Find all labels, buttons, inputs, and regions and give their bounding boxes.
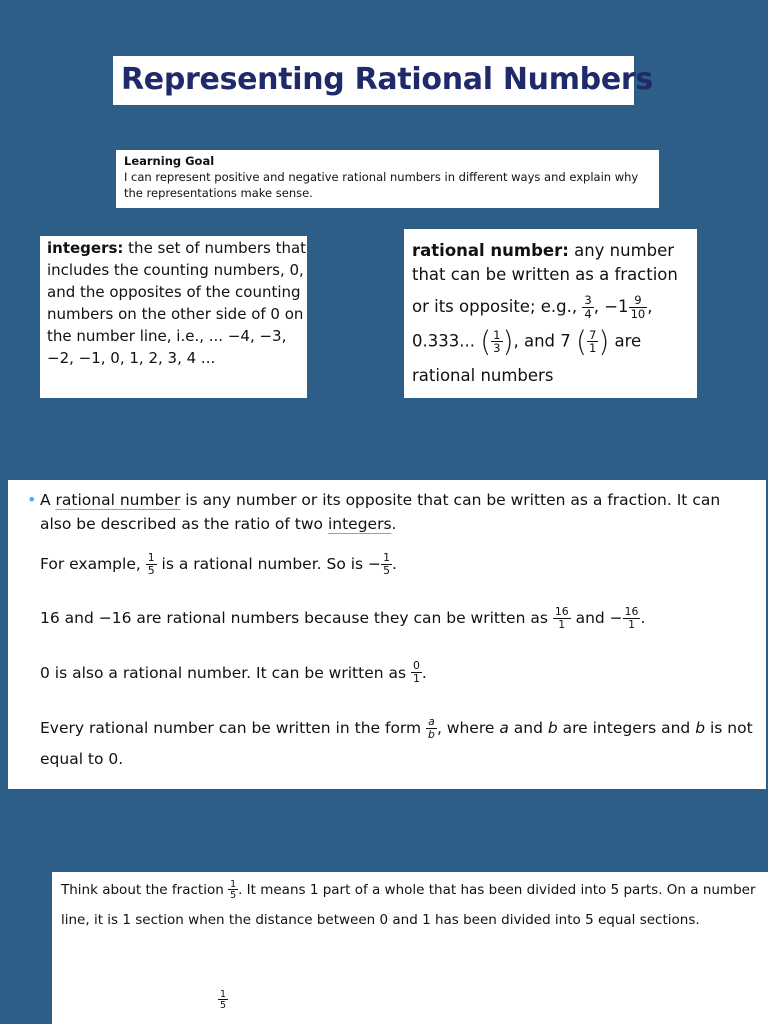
paragraph-zero: [40, 661, 756, 685]
right-paren: ): [502, 325, 514, 359]
fraction-1-3: [491, 327, 502, 356]
p5-d: are integers and: [557, 719, 696, 738]
p1-a: A: [40, 491, 56, 509]
rational-def-line-2: that can be written as a fraction: [412, 265, 678, 284]
frac-num: 9: [629, 295, 648, 308]
rational-explanation-box: [8, 480, 766, 789]
frac-den: 4: [584, 306, 592, 321]
frac-num: a: [426, 717, 437, 729]
learning-goal-text: I can represent positive and negative rational numbers in different ways and explain why the representations make sense.: [124, 170, 639, 200]
p1-c: .: [391, 515, 397, 533]
rational-def-line3-c: ,: [647, 297, 653, 317]
paragraph-example: [40, 552, 756, 576]
p3-b: and −: [570, 609, 623, 628]
integers-definition-box: [40, 236, 307, 398]
fraction-9-10: [629, 295, 648, 320]
think-about-box: [52, 872, 768, 1024]
p4-b: .: [421, 663, 427, 682]
frac-den: b: [428, 727, 435, 741]
p3-c: .: [640, 609, 646, 628]
frac-num: 1: [147, 550, 155, 564]
p1-b: is any number or its opposite that can be written as a fraction. It can also be described as the ratio of two: [40, 491, 721, 533]
rational-def-line-5: rational numbers: [412, 366, 554, 386]
frac-den: 1: [412, 672, 420, 686]
frac-num: 16: [624, 605, 639, 618]
integers-link[interactable]: integers: [327, 515, 392, 533]
frac-den: 1: [588, 341, 597, 356]
rational-def-line4-a: 0.333...: [412, 331, 481, 351]
rational-def-line4-b: , and 7: [513, 331, 577, 351]
fraction-1-5-inline: [228, 880, 238, 901]
rational-def-line3-b: , −1: [593, 297, 629, 317]
fraction-7-1: [587, 327, 598, 356]
rational-number-link[interactable]: rational number: [55, 491, 181, 509]
fraction-3-4: [582, 295, 593, 320]
var-b: b: [547, 719, 558, 738]
frac-num: 1: [230, 878, 237, 890]
paragraph-think: [61, 875, 758, 935]
fraction-a-b: [426, 714, 437, 741]
frac-num: 0: [412, 659, 420, 673]
frac-num: 1: [220, 989, 227, 1000]
rational-term: rational number:: [412, 241, 569, 260]
frac-num: 1: [493, 327, 501, 342]
page-title: Representing Rational Numbers: [121, 62, 653, 97]
rational-definition-box: [404, 229, 697, 398]
p2-b: is a rational number. So is −: [156, 555, 382, 573]
p5-a: Every rational number can be written in the form: [40, 719, 427, 738]
frac-num: 7: [588, 327, 597, 342]
rational-def-line-4: [412, 325, 693, 359]
frac-den: 5: [147, 563, 155, 577]
p2-c: .: [391, 555, 397, 573]
frac-den: 1: [628, 617, 636, 631]
bullet-icon: •: [27, 490, 37, 509]
p5-c: and: [508, 719, 548, 738]
rational-def-line3-a: or its opposite; e.g.,: [412, 297, 583, 317]
p3-a: 16 and −16 are rational numbers because they can be written as: [40, 609, 553, 628]
p5-e: is not equal to 0.: [40, 719, 753, 769]
title-box: [113, 56, 653, 105]
var-a: a: [499, 719, 509, 738]
fraction-0-1: [411, 661, 422, 685]
paragraph-definition: [27, 488, 756, 536]
frac-den: 5: [230, 890, 237, 901]
p2-a: For example,: [40, 555, 146, 573]
t1-b: . It means 1 part of a whole that has been divided into 5 parts. On a number line, it is 1 section when the distance between 0 and 1 has been divided into 5 equal sections.: [61, 882, 756, 928]
frac-num: 16: [554, 605, 569, 618]
frac-den: 5: [383, 563, 390, 577]
paragraph-form: [40, 713, 756, 775]
learning-goal-box: [116, 150, 659, 208]
integers-definition: [47, 239, 306, 367]
fraction-neg-1-5: [381, 550, 392, 577]
rational-def-line1-rest: any number: [568, 241, 675, 260]
p4-a: 0 is also a rational number. It can be written as: [40, 663, 411, 682]
rational-def-line-1: [412, 239, 693, 263]
integers-text: the set of numbers that includes the counting numbers, 0, and the opposites of the counting numbers on the other side of 0 on the number line, i.e., ... −4, −3, −2, −1, 0, 1, 2, 3, 4 ...: [47, 239, 307, 367]
frac-den: 10: [630, 306, 646, 321]
frac-num: 1: [383, 550, 390, 564]
right-paren: ): [598, 325, 610, 359]
frac-num: 3: [584, 293, 592, 307]
rational-def-line-3: [412, 295, 693, 320]
t1-a: Think about the fraction: [61, 882, 229, 898]
fraction-neg-16-1: [623, 607, 641, 631]
fraction-16-1: [553, 607, 571, 631]
rational-def-line4-c: are: [609, 331, 642, 351]
integers-term: integers:: [47, 239, 124, 257]
fraction-1-5: [146, 550, 157, 577]
p5-b: , where: [436, 719, 500, 738]
var-b: b: [695, 719, 706, 738]
frac-den: 5: [220, 1000, 227, 1012]
paragraph-sixteen: [40, 606, 756, 630]
frac-den: 3: [493, 341, 501, 356]
left-paren: (: [576, 325, 587, 359]
left-paren: (: [480, 325, 492, 359]
number-line-fraction-label: [218, 990, 228, 1011]
frac-den: 1: [558, 617, 566, 631]
learning-goal-heading: Learning Goal: [124, 154, 215, 168]
